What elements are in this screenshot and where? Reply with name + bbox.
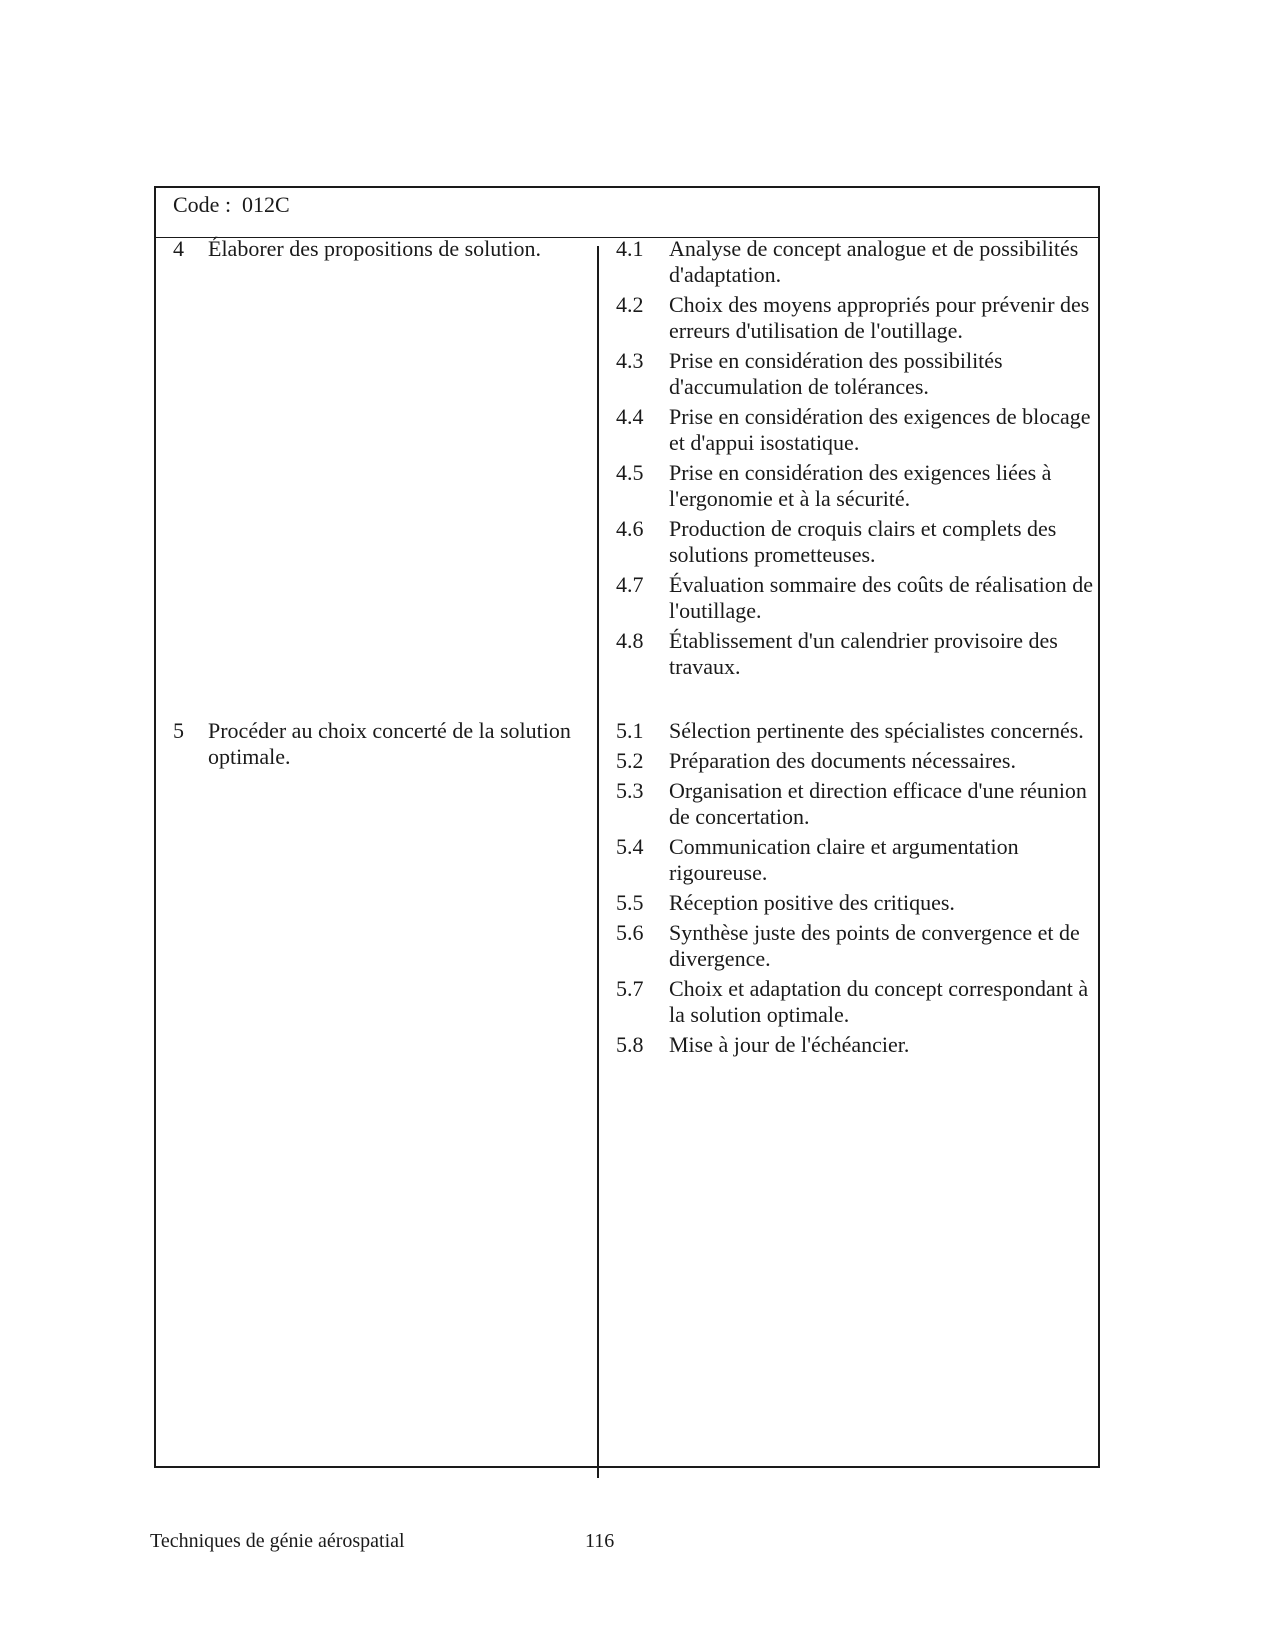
- criterion-text: Évaluation sommaire des coûts de réalisation de l'outillage.: [669, 572, 1093, 623]
- criterion-number: 5.2: [616, 748, 644, 773]
- code-label: Code : 012C: [173, 192, 290, 217]
- criterion-5-5: [616, 890, 1096, 916]
- column-divider: [597, 246, 599, 1478]
- criteria-list-4: [616, 236, 1096, 684]
- criterion-number: 5.6: [616, 920, 644, 945]
- criterion-4-5: [616, 460, 1096, 512]
- criterion-number: 5.8: [616, 1032, 644, 1057]
- criterion-5-8: [616, 1032, 1096, 1058]
- criterion-text: Prise en considération des possibilités d'accumulation de tolérances.: [669, 348, 1003, 399]
- criterion-number: 4.6: [616, 516, 644, 541]
- criterion-4-3: [616, 348, 1096, 400]
- criterion-5-2: [616, 748, 1096, 774]
- criterion-text: Prise en considération des exigences de blocage et d'appui isostatique.: [669, 404, 1091, 455]
- criterion-4-2: [616, 292, 1096, 344]
- criterion-number: 5.7: [616, 976, 644, 1001]
- criterion-number: 5.5: [616, 890, 644, 915]
- criterion-text: Réception positive des critiques.: [669, 890, 955, 915]
- criterion-text: Établissement d'un calendrier provisoire des travaux.: [669, 628, 1058, 679]
- criterion-text: Production de croquis clairs et complets des solutions prometteuses.: [669, 516, 1057, 567]
- criterion-number: 4.1: [616, 236, 644, 261]
- criterion-text: Communication claire et argumentation rigoureuse.: [669, 834, 1019, 885]
- criterion-number: 5.3: [616, 778, 644, 803]
- criterion-number: 4.3: [616, 348, 644, 373]
- criterion-4-8: [616, 628, 1096, 680]
- criterion-5-1: [616, 718, 1096, 744]
- criterion-number: 4.2: [616, 292, 644, 317]
- criterion-number: 4.4: [616, 404, 644, 429]
- competency-text: Procéder au choix concerté de la solution optimale.: [208, 718, 571, 769]
- criterion-5-3: [616, 778, 1096, 830]
- criterion-text: Choix des moyens appropriés pour prévenir des erreurs d'utilisation de l'outillage.: [669, 292, 1090, 343]
- criterion-text: Prise en considération des exigences liées à l'ergonomie et à la sécurité.: [669, 460, 1052, 511]
- code-header-row: [156, 188, 1098, 238]
- criterion-text: Sélection pertinente des spécialistes concernés.: [669, 718, 1084, 743]
- criterion-number: 4.7: [616, 572, 644, 597]
- criterion-text: Choix et adaptation du concept correspondant à la solution optimale.: [669, 976, 1089, 1027]
- criterion-text: Mise à jour de l'échéancier.: [669, 1032, 910, 1057]
- criterion-4-1: [616, 236, 1096, 288]
- criterion-number: 4.8: [616, 628, 644, 653]
- criterion-text: Synthèse juste des points de convergence et de divergence.: [669, 920, 1080, 971]
- competency-text: Élaborer des propositions de solution.: [208, 236, 542, 261]
- criterion-text: Préparation des documents nécessaires.: [669, 748, 1016, 773]
- competency-table: [154, 186, 1100, 1468]
- criterion-number: 5.4: [616, 834, 644, 859]
- criterion-5-6: [616, 920, 1096, 972]
- criterion-4-6: [616, 516, 1096, 568]
- competency-number: 4: [173, 236, 184, 261]
- criteria-list-5: [616, 718, 1096, 1062]
- criterion-text: Analyse de concept analogue et de possibilités d'adaptation.: [669, 236, 1079, 287]
- criterion-5-7: [616, 976, 1096, 1028]
- criterion-5-4: [616, 834, 1096, 886]
- competency-number: 5: [173, 718, 184, 743]
- criterion-4-4: [616, 404, 1096, 456]
- footer-page-number: 116: [585, 1530, 615, 1552]
- criterion-4-7: [616, 572, 1096, 624]
- criterion-number: 4.5: [616, 460, 644, 485]
- criterion-number: 5.1: [616, 718, 644, 743]
- criterion-text: Organisation et direction efficace d'une réunion de concertation.: [669, 778, 1087, 829]
- footer-program-title: Techniques de génie aérospatial: [150, 1530, 405, 1552]
